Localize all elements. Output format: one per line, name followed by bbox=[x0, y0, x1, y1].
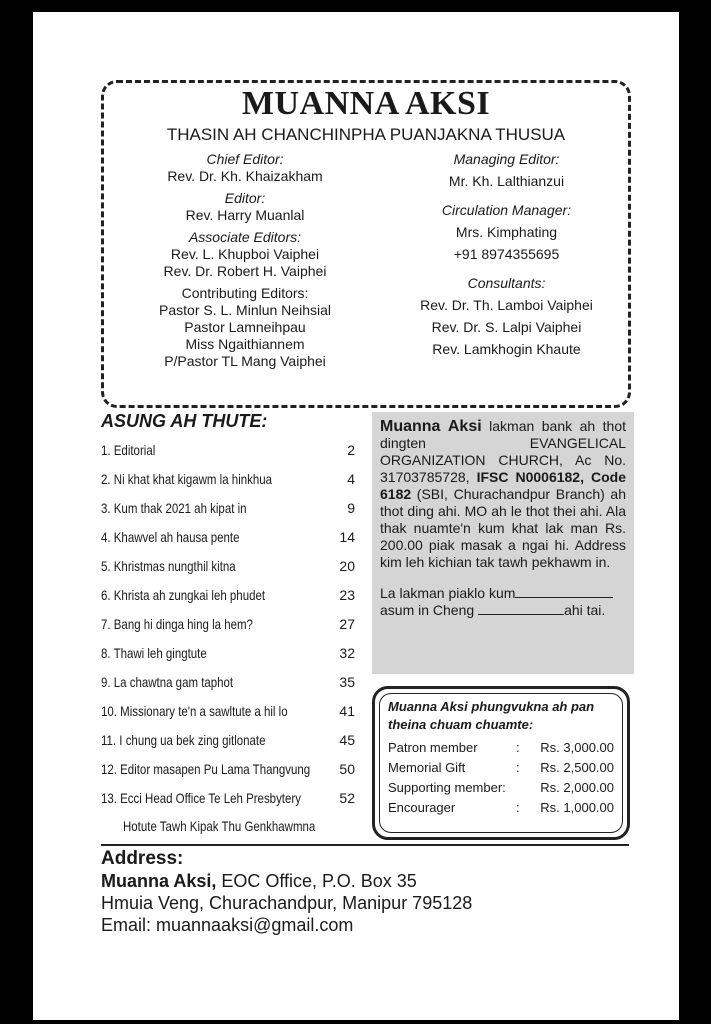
toc-item-page: 4 bbox=[347, 471, 355, 487]
toc-item-title bbox=[101, 587, 265, 603]
toc-item-page: 14 bbox=[339, 529, 355, 545]
toc-item-title bbox=[101, 529, 240, 545]
blank-line bbox=[515, 585, 613, 598]
toc-item-text: Khristmas nungthil kitna bbox=[113, 558, 236, 574]
office-address: EOC Office, P.O. Box 35 bbox=[216, 871, 417, 891]
unpaid-years-label: La lakman piaklo kum bbox=[380, 585, 516, 601]
toc-item-page: 2 bbox=[347, 442, 355, 458]
org-name: Muanna Aksi, bbox=[101, 871, 217, 891]
toc-item-text: Editor masapen Pu Lama Thangvung bbox=[120, 761, 311, 777]
membership-row bbox=[388, 798, 614, 818]
membership-amount: Rs. 2,000.00 bbox=[540, 780, 614, 795]
editors-column bbox=[120, 151, 370, 375]
bank-info-part2: (SBI, Churachandpur Branch) ah thot ding ahi. MO ah le thot thei ahi. Ala thak nuamte'n kum khat lak man Rs. 200.00 piak masak a ngai hi. Address kim leh kichian tak tawh pekhawm in. bbox=[380, 486, 626, 570]
membership-row bbox=[388, 738, 614, 758]
toc-item-text: I chung ua bek zing gitlonate bbox=[119, 732, 266, 748]
person-name: Rev. Harry Muanlal bbox=[185, 207, 305, 223]
toc-item-page: 50 bbox=[339, 761, 355, 777]
toc-item-number: 11. bbox=[101, 732, 117, 748]
person-name: Pastor Lamneihpau bbox=[184, 319, 306, 335]
membership-rows bbox=[388, 738, 614, 818]
toc-item-number: 10. bbox=[101, 703, 117, 719]
toc-item-title bbox=[101, 732, 265, 748]
toc-item-number: 4. bbox=[101, 529, 111, 545]
amount-line bbox=[380, 602, 626, 619]
toc-item-number: 5. bbox=[101, 558, 111, 574]
toc-item-page: 41 bbox=[339, 703, 355, 719]
magazine-subtitle: THASIN AH CHANCHINPHA PUANJAKNA THUSUA bbox=[166, 125, 566, 144]
amount-suffix: ahi tai. bbox=[564, 602, 606, 618]
toc-item-text: Khawvel ah hausa pente bbox=[113, 529, 240, 545]
membership-heading: Muanna Aksi phungvukna ah pan theina chuam chuamte: bbox=[388, 699, 595, 732]
toc-item-title bbox=[101, 616, 253, 632]
bank-info-box bbox=[372, 412, 634, 674]
membership-row bbox=[388, 778, 614, 798]
toc-item bbox=[101, 701, 355, 730]
toc-item-page: 27 bbox=[339, 616, 355, 632]
toc-item-number: 6. bbox=[101, 587, 111, 603]
membership-amount: Rs. 2,500.00 bbox=[540, 760, 614, 775]
masthead-box bbox=[101, 80, 631, 408]
toc-item bbox=[101, 440, 355, 469]
consultants-block bbox=[394, 275, 619, 358]
toc-item-number: 9. bbox=[101, 674, 111, 690]
address-block bbox=[101, 848, 472, 936]
toc-item-title bbox=[101, 471, 272, 487]
circulation-manager-block bbox=[394, 202, 619, 263]
toc-item-text: Kum thak 2021 ah kipat in bbox=[113, 500, 247, 516]
toc-item-text: La chawtna gam taphot bbox=[113, 674, 234, 690]
bank-info-ifsc: IFSC N0006182, Code 6182 bbox=[380, 469, 626, 502]
bank-info-text bbox=[380, 418, 626, 571]
address-label: Address: bbox=[101, 848, 184, 869]
toc-item-text: Ecci Head Office Te Leh Presbytery bbox=[120, 790, 301, 806]
person-name: Rev. L. Khupboi Vaiphei bbox=[170, 246, 320, 262]
membership-name: Patron member bbox=[388, 740, 478, 755]
editor-block bbox=[120, 190, 370, 224]
blank-line bbox=[478, 602, 564, 615]
toc-item bbox=[101, 730, 355, 759]
toc-item-number: 13. bbox=[101, 790, 117, 806]
toc-item-page: 52 bbox=[339, 790, 355, 806]
membership-colon: : bbox=[516, 740, 520, 755]
toc-item-number: 12. bbox=[101, 761, 117, 777]
toc-item-text: Thawi leh gingtute bbox=[113, 645, 207, 661]
toc-item-number: 3. bbox=[101, 500, 111, 516]
toc-item bbox=[101, 556, 355, 585]
person-name: Pastor S. L. Minlun Neihsial bbox=[159, 302, 331, 318]
membership-name: Memorial Gift bbox=[388, 760, 466, 775]
toc-item bbox=[101, 759, 355, 788]
toc-item-number: 2. bbox=[101, 471, 111, 487]
toc-item-number: 7. bbox=[101, 616, 111, 632]
role-label: Circulation Manager: bbox=[441, 202, 572, 218]
toc-item-page: 9 bbox=[347, 500, 355, 516]
role-label: Editor: bbox=[224, 190, 266, 206]
contents-heading: ASUNG AH THUTE: bbox=[101, 411, 268, 431]
role-label: Consultants: bbox=[467, 275, 546, 291]
toc-item bbox=[101, 672, 355, 701]
role-label: Contributing Editors: bbox=[181, 285, 309, 301]
person-name: Rev. Dr. Robert H. Vaiphei bbox=[163, 263, 327, 279]
table-of-contents bbox=[101, 440, 355, 834]
toc-item-page: 35 bbox=[339, 674, 355, 690]
toc-item-page: 32 bbox=[339, 645, 355, 661]
email-line: Email: muannaaksi@gmail.com bbox=[101, 915, 354, 935]
phone-number: +91 8974355695 bbox=[453, 246, 560, 262]
toc-item-text: Bang hi dinga hing la hem? bbox=[113, 616, 253, 632]
toc-item-title bbox=[101, 790, 301, 806]
membership-amount: Rs. 1,000.00 bbox=[540, 800, 614, 815]
chief-editor-block bbox=[120, 151, 370, 185]
toc-item-title bbox=[101, 558, 236, 574]
bank-info-lead: Muanna Aksi bbox=[380, 418, 482, 435]
toc-item-title bbox=[101, 500, 247, 516]
toc-item-page: 20 bbox=[339, 558, 355, 574]
toc-item-title bbox=[101, 442, 155, 458]
toc-item bbox=[101, 643, 355, 672]
toc-item-page: 23 bbox=[339, 587, 355, 603]
toc-item bbox=[101, 498, 355, 527]
membership-amount: Rs. 3,000.00 bbox=[540, 740, 614, 755]
person-name: Mrs. Kimphating bbox=[455, 224, 558, 240]
toc-item-text: Missionary te'n a sawltute a hil lo bbox=[120, 703, 288, 719]
toc-item-title bbox=[101, 645, 207, 661]
membership-colon: : bbox=[516, 760, 520, 775]
toc-item bbox=[101, 614, 355, 643]
amount-label: asum in Cheng bbox=[380, 602, 479, 618]
membership-box bbox=[372, 686, 630, 840]
membership-inner bbox=[379, 693, 623, 833]
toc-item bbox=[101, 788, 355, 834]
toc-item bbox=[101, 469, 355, 498]
management-column bbox=[394, 151, 619, 370]
person-name: Rev. Dr. Th. Lamboi Vaiphei bbox=[420, 297, 593, 313]
toc-item bbox=[101, 585, 355, 614]
toc-item bbox=[101, 527, 355, 556]
toc-item-text: Ni khat khat kigawm la hinkhua bbox=[113, 471, 273, 487]
membership-colon: : bbox=[516, 800, 520, 815]
person-name: Miss Ngaithiannem bbox=[185, 336, 305, 352]
person-name: Rev. Lamkhogin Khaute bbox=[432, 341, 581, 357]
toc-item-page: 45 bbox=[339, 732, 355, 748]
role-label: Managing Editor: bbox=[453, 151, 560, 167]
role-label: Associate Editors: bbox=[188, 229, 302, 245]
address-line-1 bbox=[101, 870, 472, 892]
role-label: Chief Editor: bbox=[206, 151, 284, 167]
contributing-editors-block bbox=[120, 285, 370, 370]
toc-item-title-cont: Hotute Tawh Kipak Thu Genkhawmna bbox=[123, 818, 316, 834]
person-name: P/Pastor TL Mang Vaiphei bbox=[164, 353, 326, 369]
person-name: Rev. Dr. Kh. Khaizakham bbox=[167, 168, 323, 184]
toc-item-number: 8. bbox=[101, 645, 111, 661]
toc-item-title bbox=[101, 703, 288, 719]
unpaid-years-line bbox=[380, 585, 626, 602]
magazine-title: MUANNA AKSI bbox=[241, 85, 491, 122]
toc-item-text: Editorial bbox=[113, 442, 156, 458]
toc-item-title bbox=[101, 761, 310, 777]
magazine-page bbox=[33, 12, 679, 1020]
person-name: Mr. Kh. Lalthianzui bbox=[448, 173, 565, 189]
address-line-2: Hmuia Veng, Churachandpur, Manipur 795128 bbox=[101, 893, 473, 913]
membership-name: Supporting member: bbox=[388, 780, 506, 795]
membership-name: Encourager bbox=[388, 800, 456, 815]
bank-info-part1: lakman bank ah thot dingten EVANGELICAL ORGANIZATION CHURCH, Ac No. 31703785728, bbox=[380, 418, 626, 485]
person-name: Rev. Dr. S. Lalpi Vaiphei bbox=[431, 319, 582, 335]
toc-item-number: 1. bbox=[101, 442, 111, 458]
membership-row bbox=[388, 758, 614, 778]
toc-item-title bbox=[101, 674, 233, 690]
toc-item-text: Khrista ah zungkai leh phudet bbox=[113, 587, 266, 603]
associate-editors-block bbox=[120, 229, 370, 280]
managing-editor-block bbox=[394, 151, 619, 190]
divider bbox=[101, 844, 629, 846]
